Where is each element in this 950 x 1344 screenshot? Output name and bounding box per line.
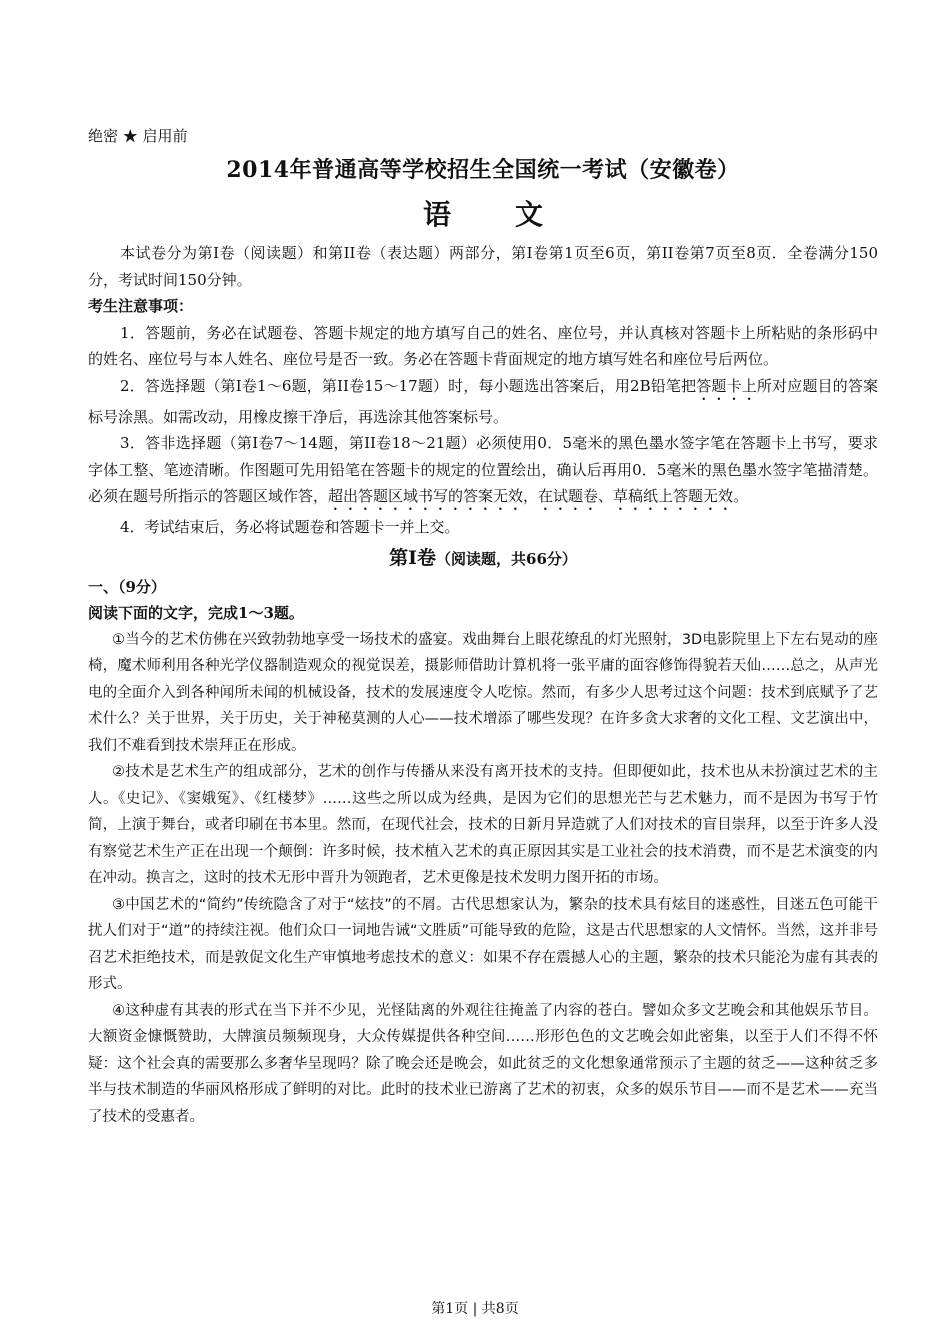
notice-item-3-emphasis-1: 超出答题区域书写的答案无效 — [328, 487, 524, 505]
notice-item-4: 4．考试结束后，务必将试题卷和答题卡一并上交。 — [120, 518, 460, 536]
subject-title: 语文 — [422, 198, 607, 231]
section-detail: （阅读题，共66分） — [436, 549, 577, 568]
notice-item-2-text-a: 2．答选择题（第I卷1～6题，第II卷15～17题）时，每小题选出答案后，用2B铅笔把 — [120, 376, 697, 395]
notice-item-3-text-a: 3．答非选择题（第I卷7～14题，第II卷18～21题）必须使用0．5毫米的黑色墨水签字笔在答题卡上书写，要求字体工整、笔迹清晰。作图题可先用铅笔在答题卡的规定的位置绘出，确认后再用0．5毫米的黑色墨水签字笔描清楚。必须在题号所指示的答题区域作答， — [88, 434, 878, 505]
secret-label: 绝密 ★ 启用前 — [88, 127, 188, 145]
notice-heading: 考生注意事项： — [88, 297, 194, 315]
notice-item-3-emphasis-2: 在试题卷、草稿纸上答题无效 — [538, 487, 734, 505]
notice-item-3 — [88, 430, 878, 514]
exam-title: 2014年普通高等学校招生全国统一考试（安徽卷） — [226, 157, 740, 183]
part-heading: 一、（9分） — [88, 577, 166, 596]
page-footer: 第1页 | 共8页 — [431, 1301, 519, 1317]
section-name: 第I卷 — [389, 546, 436, 569]
notice-item-2 — [88, 373, 878, 431]
intro-paragraph: 本试卷分为第I卷（阅读题）和第II卷（表达题）两部分，第I卷第1页至6页，第II卷第7页至8页．全卷满分150分，考试时间150分钟。 — [88, 244, 878, 289]
exam-page — [88, 118, 878, 1130]
article-paragraph-4: ④这种虚有其表的形式在当下并不少见，光怪陆离的外观往往掩盖了内容的苍白。譬如众多文艺晚会和其他娱乐节目。大额资金慷慨赞助，大牌演员频频现身，大众传媒提供各种空间……形形色色的文艺晚会如此密集，以至于人们不得不怀疑：这个社会真的需要那么多奢华呈现吗？除了晚会还是晚会，如此贫乏的文化想象通常预示了主题的贫乏——这种贫乏多半与技术制造的华丽风格形成了鲜明的对比。此时的技术业已游离了艺术的初衷，众多的娱乐节目——而不是艺术——充当了技术的受惠者。 — [88, 1002, 878, 1125]
notice-item-2-emphasis: 答题卡上 — [696, 376, 757, 395]
section-heading — [88, 543, 878, 574]
part-instruction: 阅读下面的文字，完成1～3题。 — [88, 604, 304, 622]
article-paragraph-3: ③中国艺术的“简约”传统隐含了对于“炫技”的不屑。古代思想家认为，繁杂的技术具有炫目的迷惑性，目迷五色可能干扰人们对于“道”的持续注视。他们众口一词地告诫“文胜质”可能导致的危险，这是古代思想家的人文情怀。当然，这并非号召艺术拒绝技术，而是敦促文化生产审慎地考虑技术的意义：如果不存在震撼人心的主题，繁杂的技术只能沦为虚有其表的形式。 — [88, 896, 878, 992]
notice-item-3-text-b: ， — [523, 487, 539, 505]
notice-item-2-text-b: 所对应题目的答案标号涂黑。如需改动，用橡皮擦干净后，再选涂其他答案标号。 — [88, 376, 878, 426]
article-paragraph-1: ①当今的艺术仿佛在兴致勃勃地享受一场技术的盛宴。戏曲舞台上眼花缭乱的灯光照射，3D电影院里上下左右晃动的座椅，魔术师利用各种光学仪器制造观众的视觉误差，摄影师借助计算机将一张平庸的面容修饰得貌若天仙……总之，从声光电的全面介入到各种闻所未闻的机械设备，技术的发展速度令人吃惊。然而，有多少人思考过这个问题：技术到底赋予了艺术什么？关于世界，关于历史，关于神秘莫测的人心——技术增添了哪些发现？在许多贪大求奢的文化工程、文艺演出中，我们不难看到技术崇拜正在形成。 — [88, 631, 878, 754]
notice-item-3-text-c: 。 — [733, 487, 749, 505]
notice-item-1: 1．答题前，务必在试题卷、答题卡规定的地方填写自己的姓名、座位号，并认真核对答题卡上所粘贴的条形码中的姓名、座位号与本人姓名、座位号是否一致。务必在答题卡背面规定的地方填写姓名和座位号后两位。 — [88, 323, 878, 368]
article-paragraph-2: ②技术是艺术生产的组成部分，艺术的创作与传播从来没有离开技术的支持。但即便如此，技术也从未扮演过艺术的主人。《史记》、《窦娥冤》、《红楼梦》……这些之所以成为经典，是因为它们的思想光芒与艺术魅力，而不是因为书写于竹简，上演于舞台，或者印刷在书本里。然而，在现代社会，技术的日新月异造就了人们对技术的盲目崇拜，以至于许多人没有察觉艺术生产正在出现一个颠倒：许多时候，技术植入艺术的真正原因其实是工业社会的技术消费，而不是艺术演变的内在冲动。换言之，这时的技术无形中晋升为领跑者，艺术更像是技术发明力图开拓的市场。 — [88, 764, 878, 886]
